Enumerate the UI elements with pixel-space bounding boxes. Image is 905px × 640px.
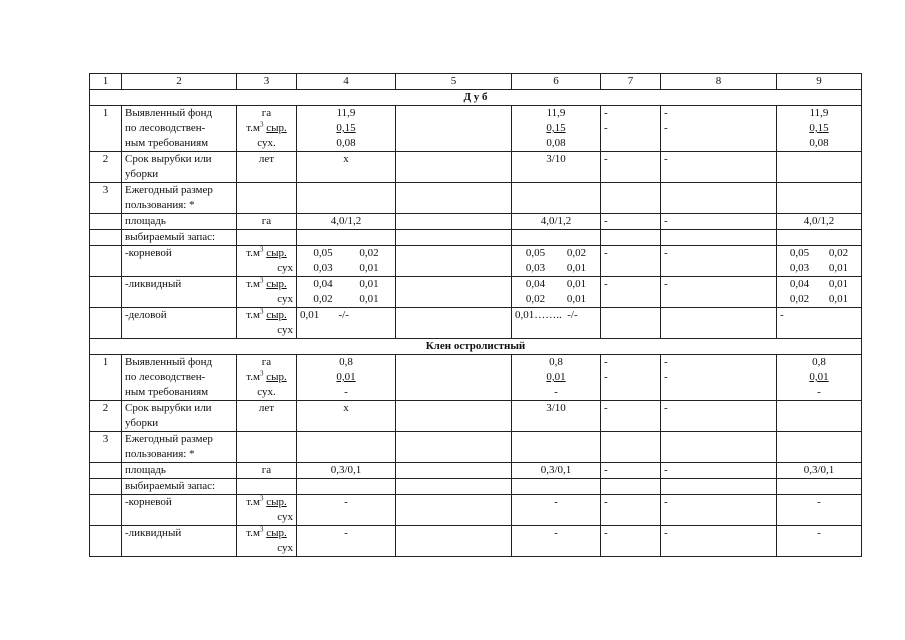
value-cell: - - [601,106,661,152]
value-cell: - [601,526,661,557]
row-label: выбираемый запас: [122,479,237,495]
row-number: 2 [90,152,122,183]
value-cell: - [777,526,862,557]
value-cell: 0,04 0,01 0,02 0,01 [777,277,862,308]
row-number: 1 [90,355,122,401]
row-label: -ликвидный [122,526,237,557]
unit-cell: га [237,214,297,230]
unit-cell: $т.м^3$ сыр. сух [237,495,297,526]
value-cell: - - [661,106,777,152]
header-cell: 9 [777,74,862,90]
value-cell: 4,0/1,2 [512,214,601,230]
row-number: 2 [90,401,122,432]
unit-cell: $т.м^3$ сыр. сух [237,246,297,277]
value-cell: 3/10 [512,152,601,183]
value-cell: - [297,495,396,526]
unit-cell: га [237,463,297,479]
unit-cell: $т.м^3$ сыр. сух [237,526,297,557]
row-label: площадь [122,214,237,230]
value-cell: 0,04 0,01 0,02 0,01 [512,277,601,308]
row-label: Ежегодный размер пользования: * [122,183,237,214]
row-label: Выявленный фонд по лесоводствен- ным требованиям [122,355,237,401]
row-label: -корневой [122,246,237,277]
row-number: 3 [90,183,122,214]
row-label: площадь [122,463,237,479]
value-cell: - [661,246,777,277]
row-label: Срок вырубки или уборки [122,152,237,183]
value-cell: 0,04 0,01 0,02 0,01 [297,277,396,308]
value-cell: 0,3/0,1 [512,463,601,479]
value-cell: - - [661,355,777,401]
table-row [90,152,862,183]
value-cell: - [601,246,661,277]
table-row [90,214,862,230]
value-cell: 11,9 0,15 0,08 [297,106,396,152]
row-number: 3 [90,432,122,463]
table-row [90,277,862,308]
table-row [90,479,862,495]
unit-cell: $т.м^3$ сыр. сух [237,308,297,339]
value-cell: - [661,495,777,526]
row-number: 1 [90,106,122,152]
forest-fund-table [89,73,862,557]
unit-cell: га $т.м^3$ сыр. сух. [237,106,297,152]
value-cell: - [601,277,661,308]
section-title-row [90,339,862,355]
section-title-row [90,90,862,106]
header-cell: 2 [122,74,237,90]
table-row [90,495,862,526]
value-cell: 0,01 -/- [297,308,396,339]
section-title: Д у б [90,90,862,106]
value-cell: 4,0/1,2 [297,214,396,230]
value-cell: - [661,401,777,432]
value-cell: - [661,526,777,557]
value-cell: - - [601,355,661,401]
row-label: выбираемый запас: [122,230,237,246]
header-cell: 3 [237,74,297,90]
header-cell: 5 [396,74,512,90]
row-label: -деловой [122,308,237,339]
value-cell: 0,3/0,1 [297,463,396,479]
unit-cell: $т.м^3$ сыр. сух [237,277,297,308]
value-cell: - [297,526,396,557]
row-label: Срок вырубки или уборки [122,401,237,432]
row-label: Выявленный фонд по лесоводствен- ным требованиям [122,106,237,152]
value-cell: 0,8 0,01 - [297,355,396,401]
header-cell: 4 [297,74,396,90]
value-cell: - [661,277,777,308]
value-cell: - [512,526,601,557]
value-cell: 0,01…….. -/- [512,308,601,339]
unit-cell: лет [237,152,297,183]
table-row [90,401,862,432]
value-cell: 11,9 0,15 0,08 [777,106,862,152]
empty-cell [396,152,512,183]
value-cell: 4,0/1,2 [777,214,862,230]
section-title: Клен остролистный [90,339,862,355]
value-cell: x [297,401,396,432]
empty-cell [396,106,512,152]
header-row [90,74,862,90]
table-row [90,355,862,401]
empty-cell [777,152,862,183]
value-cell: 0,05 0,02 0,03 0,01 [777,246,862,277]
unit-cell: га $т.м^3$ сыр. сух. [237,355,297,401]
table-row [90,463,862,479]
value-cell: 0,05 0,02 0,03 0,01 [512,246,601,277]
value-cell: 11,9 0,15 0,08 [512,106,601,152]
value-cell: - [661,152,777,183]
table-row [90,230,862,246]
row-label: -ликвидный [122,277,237,308]
value-cell: - [601,214,661,230]
table-row [90,106,862,152]
value-cell: 0,05 0,02 0,03 0,01 [297,246,396,277]
table-row [90,308,862,339]
value-cell: 0,3/0,1 [777,463,862,479]
header-cell: 7 [601,74,661,90]
value-cell: - [512,495,601,526]
value-cell: 0,8 0,01 - [512,355,601,401]
value-cell: - [777,308,862,339]
value-cell: 0,8 0,01 - [777,355,862,401]
header-cell: 8 [661,74,777,90]
header-cell: 6 [512,74,601,90]
row-label: -корневой [122,495,237,526]
table-row [90,432,862,463]
table-row [90,526,862,557]
unit-cell: лет [237,401,297,432]
value-cell: - [661,214,777,230]
table-row [90,183,862,214]
header-cell: 1 [90,74,122,90]
table-row [90,246,862,277]
value-cell: - [601,463,661,479]
value-cell: 3/10 [512,401,601,432]
value-cell: - [777,495,862,526]
value-cell: - [661,463,777,479]
value-cell: - [601,152,661,183]
value-cell: - [601,495,661,526]
value-cell: x [297,152,396,183]
row-label: Ежегодный размер пользования: * [122,432,237,463]
value-cell: - [601,401,661,432]
